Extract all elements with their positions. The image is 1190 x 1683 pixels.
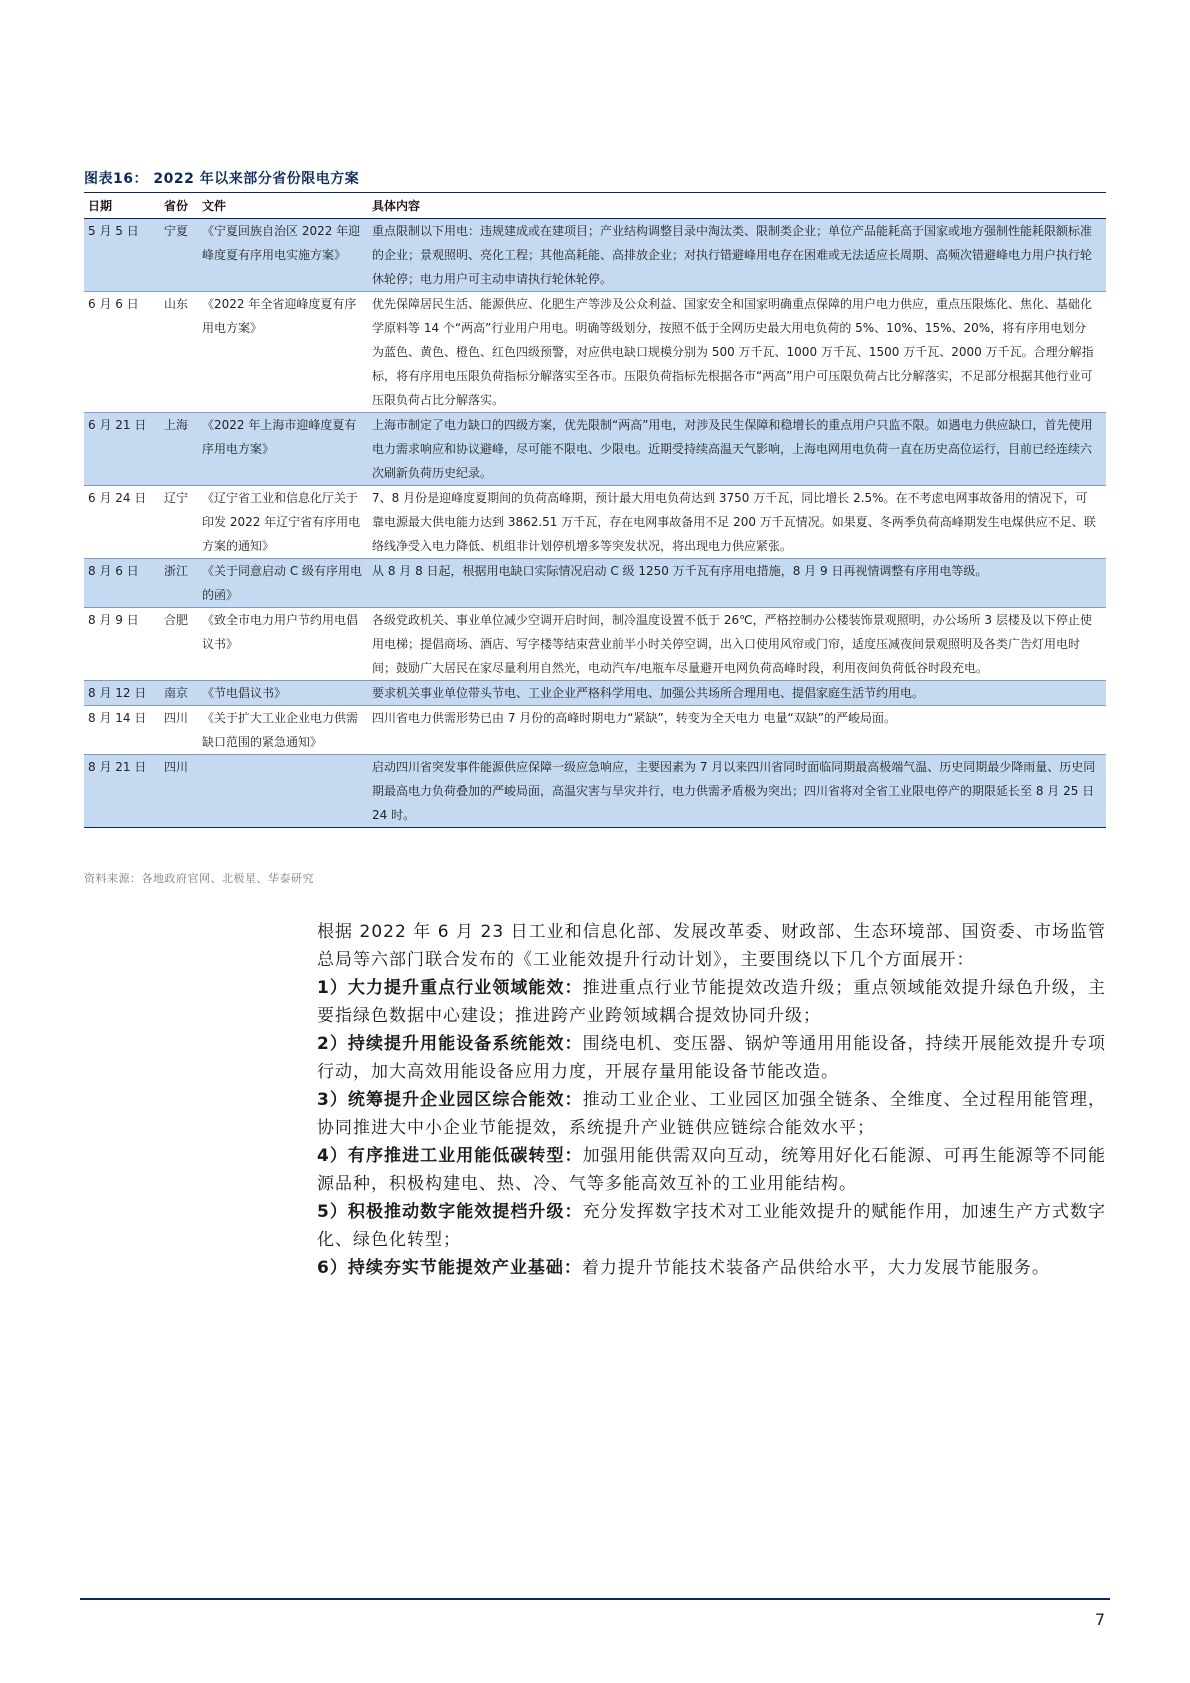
cell-date: 6 月 6 日	[88, 297, 139, 311]
intro-paragraph: 根据 2022 年 6 月 23 日工业和信息化部、发展改革委、财政部、生态环境部、国资委、市场监管总局等六部门联合发布的《工业能效提升行动计划》，主要围绕以下几个方面展开：	[317, 922, 1106, 970]
cell-date: 8 月 14 日	[88, 711, 147, 725]
cell-province: 上海	[160, 413, 198, 486]
point-title: 5）积极推动数字能效提档升级：	[317, 1202, 583, 1222]
cell-province: 合肥	[164, 613, 189, 627]
point-title: 6）持续夯实节能提效产业基础：	[317, 1258, 582, 1278]
cell-date: 8 月 12 日	[84, 681, 160, 706]
power-rationing-table	[84, 194, 1106, 828]
header-content: 具体内容	[368, 194, 1106, 219]
cell-content: 优先保障居民生活、能源供应、化肥生产等涉及公众利益、国家安全和国家明确重点保障的用户电力供应，重点压限炼化、焦化、基础化学原料等 14 个“两高”行业用户用电。明确等级划分，按照不低于全网历史最大用电负荷的 5%、10%、15%、20%，将有序用电划分为蓝色、黄色、橙色、红色四级预警，对应供电缺口规模分别为 500 万千瓦、1000 万千瓦、1500 万千瓦、2000 万千瓦。合理分解指标，将有序用电压限负荷指标分解落实至各市。压限负荷指标先根据各市“两高”用户可压限负荷占比分解落实，不足部分根据其他行业可压限负荷占比分解落实。	[372, 297, 1094, 407]
cell-content: 重点限制以下用电：违规建成或在建项目；产业结构调整目录中淘汰类、限制类企业；单位产品能耗高于国家或地方强制性能耗限额标准的企业；景观照明、亮化工程；其他高耗能、高排放企业；对执行错避峰用电存在困难或无法适应长周期、高频次错避峰电力用户执行轮休轮停；电力用户可主动申请执行轮休轮停。	[368, 219, 1106, 292]
point-item	[317, 1030, 1106, 1086]
cell-date: 6 月 24 日	[88, 491, 147, 505]
cell-province: 四川	[160, 755, 198, 828]
table-row	[84, 413, 1106, 486]
point-item	[317, 1198, 1106, 1254]
cell-date: 8 月 9 日	[88, 613, 139, 627]
table-row	[84, 608, 1106, 681]
point-title: 1）大力提升重点行业领域能效：	[317, 978, 583, 998]
point-item	[317, 1254, 1106, 1282]
cell-province: 辽宁	[164, 491, 189, 505]
cell-province: 南京	[160, 681, 198, 706]
point-item	[317, 974, 1106, 1030]
cell-content: 7、8 月份是迎峰度夏期间的负荷高峰期，预计最大用电负荷达到 3750 万千瓦，同比增长 2.5%。在不考虑电网事故备用的情况下，可靠电源最大供电能力达到 3862.51 万千瓦，存在电网事故备用不足 200 万千瓦情况。如果夏、冬两季负荷高峰期发生电煤供应不足、联络线净受入电力降低、机组非计划停机增多等突发状况，将出现电力供应紧张。	[372, 491, 1096, 553]
table-row	[84, 755, 1106, 828]
cell-date: 8 月 21 日	[84, 755, 160, 828]
cell-document: 《2022 年全省迎峰度夏有序用电方案》	[202, 297, 357, 335]
cell-document	[198, 755, 368, 828]
table-row	[84, 292, 1106, 413]
cell-content: 四川省电力供需形势已由 7 月份的高峰时期电力“紧缺”，转变为全天电力 电量“双缺”的严峻局面。	[372, 711, 896, 725]
source-note: 资料来源：各地政府官网、北极星、华泰研究	[84, 872, 314, 885]
point-title: 3）统筹提升企业园区综合能效：	[317, 1090, 583, 1110]
header-document: 文件	[198, 194, 368, 219]
page-number: 7	[1094, 1610, 1105, 1629]
cell-document: 《2022 年上海市迎峰度夏有序用电方案》	[198, 413, 368, 486]
point-text: 充分发挥数字技术对工业能效提升的赋能作用，加速生产方式数字化、绿色化转型；	[317, 1202, 1107, 1250]
cell-document: 《辽宁省工业和信息化厅关于印发 2022 年辽宁省有序用电方案的通知》	[202, 491, 361, 553]
header-date: 日期	[84, 194, 160, 219]
point-item	[317, 1142, 1106, 1198]
table-header-row	[84, 194, 1106, 219]
point-text: 推动工业企业、工业园区加强全链条、全维度、全过程用能管理，协同推进大中小企业节能提效，系统提升产业链供应链综合能效水平；	[317, 1090, 1107, 1138]
cell-content: 启动四川省突发事件能源供应保障一级应急响应，主要因素为 7 月以来四川省同时面临同期最高极端气温、历史同期最少降雨量、历史同期最高电力负荷叠加的严峻局面，高温灾害与旱灾并行，电力供需矛盾极为突出；四川省将对全省工业限电停产的期限延长至 8 月 25 日 24 时。	[368, 755, 1106, 828]
point-title: 2）持续提升用能设备系统能效：	[317, 1034, 583, 1054]
cell-date: 5 月 5 日	[84, 219, 160, 292]
cell-content: 各级党政机关、事业单位减少空调开启时间，制冷温度设置不低于 26℃，严格控制办公楼装饰景观照明，办公场所 3 层楼及以下停止使用电梯；提倡商场、酒店、写字楼等结束营业前半小时关停空调，出入口使用风帘或门帘，适度压减夜间景观照明及各类广告灯用电时间；鼓励广大居民在家尽量利用自然光，电动汽车/电瓶车尽量避开电网负荷高峰时段，利用夜间负荷低谷时段充电。	[372, 613, 1092, 675]
cell-content: 上海市制定了电力缺口的四级方案，优先限制“两高”用电，对涉及民生保障和稳增长的重点用户只监不限。如遇电力供应缺口，首先使用电力需求响应和协议避峰，尽可能不限电、少限电。近期受持续高温天气影响，上海电网用电负荷一直在历史高位运行，目前已经连续六次刷新负荷历史纪录。	[368, 413, 1106, 486]
cell-province: 宁夏	[160, 219, 198, 292]
table-row	[84, 486, 1106, 559]
cell-document: 《节电倡议书》	[198, 681, 368, 706]
header-province: 省份	[160, 194, 198, 219]
cell-content: 要求机关事业单位带头节电、工业企业严格科学用电、加强公共场所合理用电、提倡家庭生活节约用电。	[368, 681, 1106, 706]
chart-title: 图表16： 2022 年以来部分省份限电方案	[84, 168, 1106, 193]
cell-province: 山东	[164, 297, 189, 311]
cell-date: 8 月 6 日	[84, 559, 160, 608]
point-text: 围绕电机、变压器、锅炉等通用用能设备，持续开展能效提升专项行动，加大高效用能设备应用力度，开展存量用能设备节能改造。	[317, 1034, 1107, 1082]
footer-divider	[80, 1598, 1110, 1600]
table-row	[84, 706, 1106, 755]
table-row	[84, 219, 1106, 292]
cell-date: 6 月 21 日	[84, 413, 160, 486]
table-row	[84, 681, 1106, 706]
point-text: 加强用能供需双向互动，统筹用好化石能源、可再生能源等不同能源品种，积极构建电、热、冷、气等多能高效互补的工业用能结构。	[317, 1146, 1107, 1194]
point-title: 4）有序推进工业用能低碳转型：	[317, 1146, 583, 1166]
point-item	[317, 1086, 1106, 1142]
cell-document: 《宁夏回族自治区 2022 年迎峰度夏有序用电实施方案》	[198, 219, 368, 292]
table-row	[84, 559, 1106, 608]
cell-document: 《关于同意启动 C 级有序用电的函》	[198, 559, 368, 608]
cell-document: 《致全市电力用户节约用电倡议书》	[202, 613, 359, 651]
cell-content: 从 8 月 8 日起，根据用电缺口实际情况启动 C 级 1250 万千瓦有序用电措施，8 月 9 日再视情调整有序用电等级。	[368, 559, 1106, 608]
cell-document: 《关于扩大工业企业电力供需缺口范围的紧急通知》	[202, 711, 359, 749]
cell-province: 四川	[164, 711, 189, 725]
point-text: 着力提升节能技术装备产品供给水平，大力发展节能服务。	[581, 1258, 1050, 1278]
cell-province: 浙江	[160, 559, 198, 608]
point-text: 推进重点行业节能提效改造升级；重点领域能效提升绿色升级，主要指绿色数据中心建设；推进跨产业跨领域耦合提效协同升级；	[317, 978, 1107, 1026]
body-text	[317, 918, 1106, 1282]
